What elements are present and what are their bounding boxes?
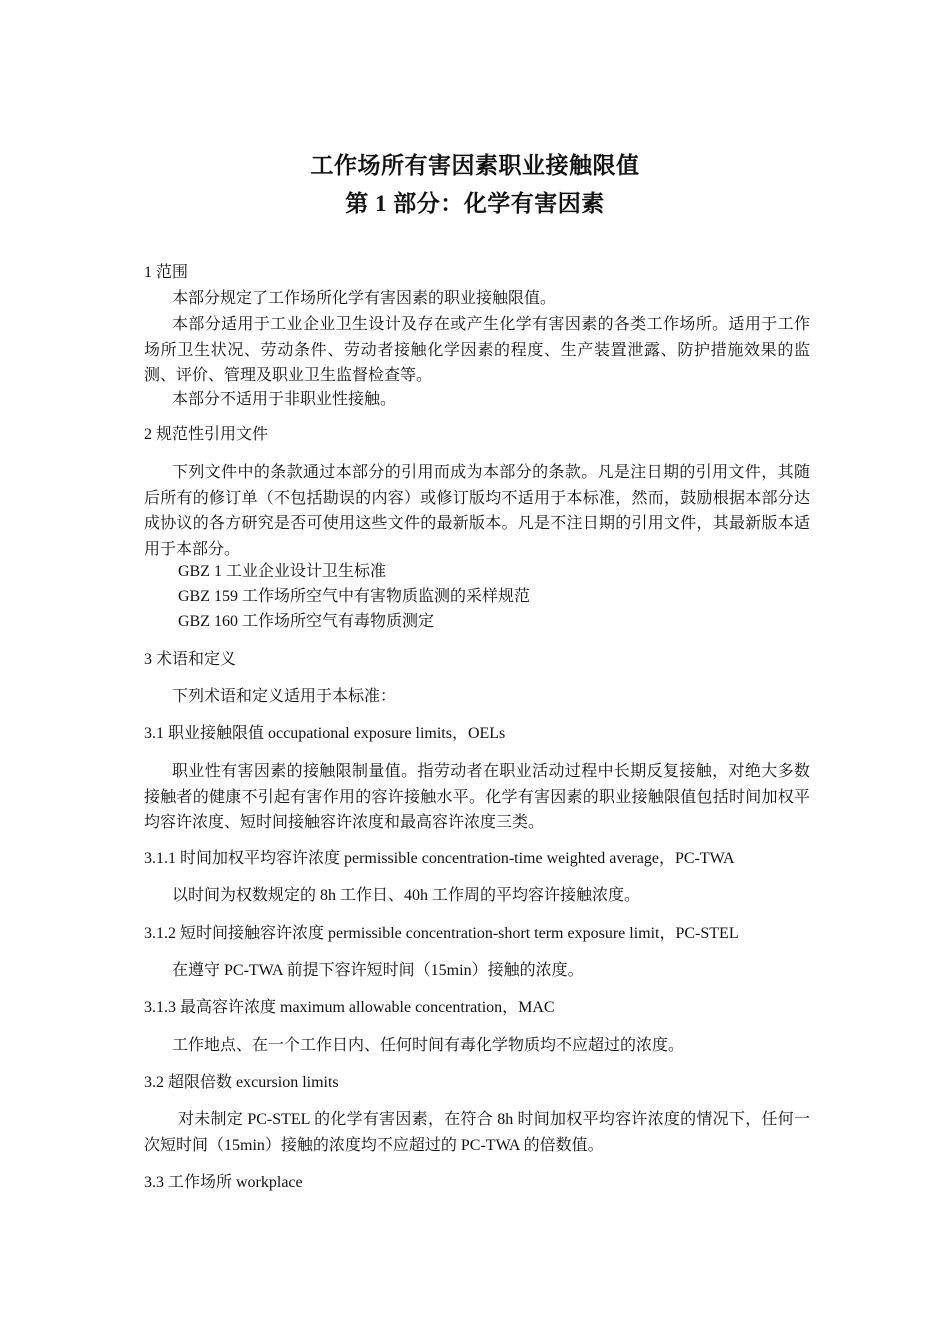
term-3-1-3-heading: 3.1.3 最高容许浓度 maximum allowable concentration，MAC [144,999,555,1016]
reference-item: GBZ 159 工作场所空气中有害物质监测的采样规范 [178,588,531,605]
document-title: 工作场所有害因素职业接触限值 [310,153,640,178]
reference-item: GBZ 160 工作场所空气有毒物质测定 [178,613,435,630]
term-3-1-2-definition: 在遵守 PC-TWA 前提下容许短时间（15min）接触的浓度。 [172,962,584,979]
term-3-1-heading: 3.1 职业接触限值 occupational exposure limits，OELs [144,725,506,742]
term-3-3-heading: 3.3 工作场所 workplace [144,1174,303,1191]
section-1-heading: 1 范围 [144,264,189,281]
section-2-heading: 2 规范性引用文件 [144,426,269,443]
document-subtitle: 第 1 部分：化学有害因素 [345,191,605,216]
term-3-1-1-heading: 3.1.1 时间加权平均容许浓度 permissible concentration-time weighted average，PC-TWA [144,850,735,867]
section-1-paragraph-1: 本部分规定了工作场所化学有害因素的职业接触限值。 [172,290,557,307]
term-3-2-definition: 对未制定 PC-STEL 的化学有害因素，在符合 8h 时间加权平均容许浓度的情况下，任何一次短时间（15min）接触的浓度均不应超过的 PC-TWA 的倍数值。 [144,1111,810,1154]
term-3-2-heading: 3.2 超限倍数 excursion limits [144,1074,339,1091]
section-2-paragraph: 下列文件中的条款通过本部分的引用而成为本部分的条款。凡是注日期的引用文件，其随后所有的修订单（不包括勘误的内容）或修订版均不适用于本标准，然而，鼓励根据本部分达成协议的各方研究是否可使用这些文件的最新版本。凡是不注日期的引用文件，其最新版本适用于本部分。 [144,464,810,558]
reference-item: GBZ 1 工业企业设计卫生标准 [178,563,387,580]
term-3-1-2-heading: 3.1.2 短时间接触容许浓度 permissible concentration-short term exposure limit，PC-STEL [144,925,739,942]
section-1-paragraph-3: 本部分不适用于非职业性接触。 [172,391,397,408]
term-3-1-definition: 职业性有害因素的接触限制量值。指劳动者在职业活动过程中长期反复接触，对绝大多数接触者的健康不引起有害作用的容许接触水平。化学有害因素的职业接触限值包括时间加权平均容许浓度、短时间接触容许浓度和最高容许浓度三类。 [144,763,810,831]
section-3-heading: 3 术语和定义 [144,651,237,668]
term-3-1-3-definition: 工作地点、在一个工作日内、任何时间有毒化学物质均不应超过的浓度。 [172,1037,685,1054]
section-3-intro: 下列术语和定义适用于本标准： [172,688,397,705]
section-1-paragraph-2: 本部分适用于工业企业卫生设计及存在或产生化学有害因素的各类工作场所。适用于工作场所卫生状况、劳动条件、劳动者接触化学因素的程度、生产装置泄露、防护措施效果的监测、评价、管理及职业卫生监督检查等。 [144,316,810,384]
term-3-1-1-definition: 以时间为权数规定的 8h 工作日、40h 工作周的平均容许接触浓度。 [172,887,641,904]
